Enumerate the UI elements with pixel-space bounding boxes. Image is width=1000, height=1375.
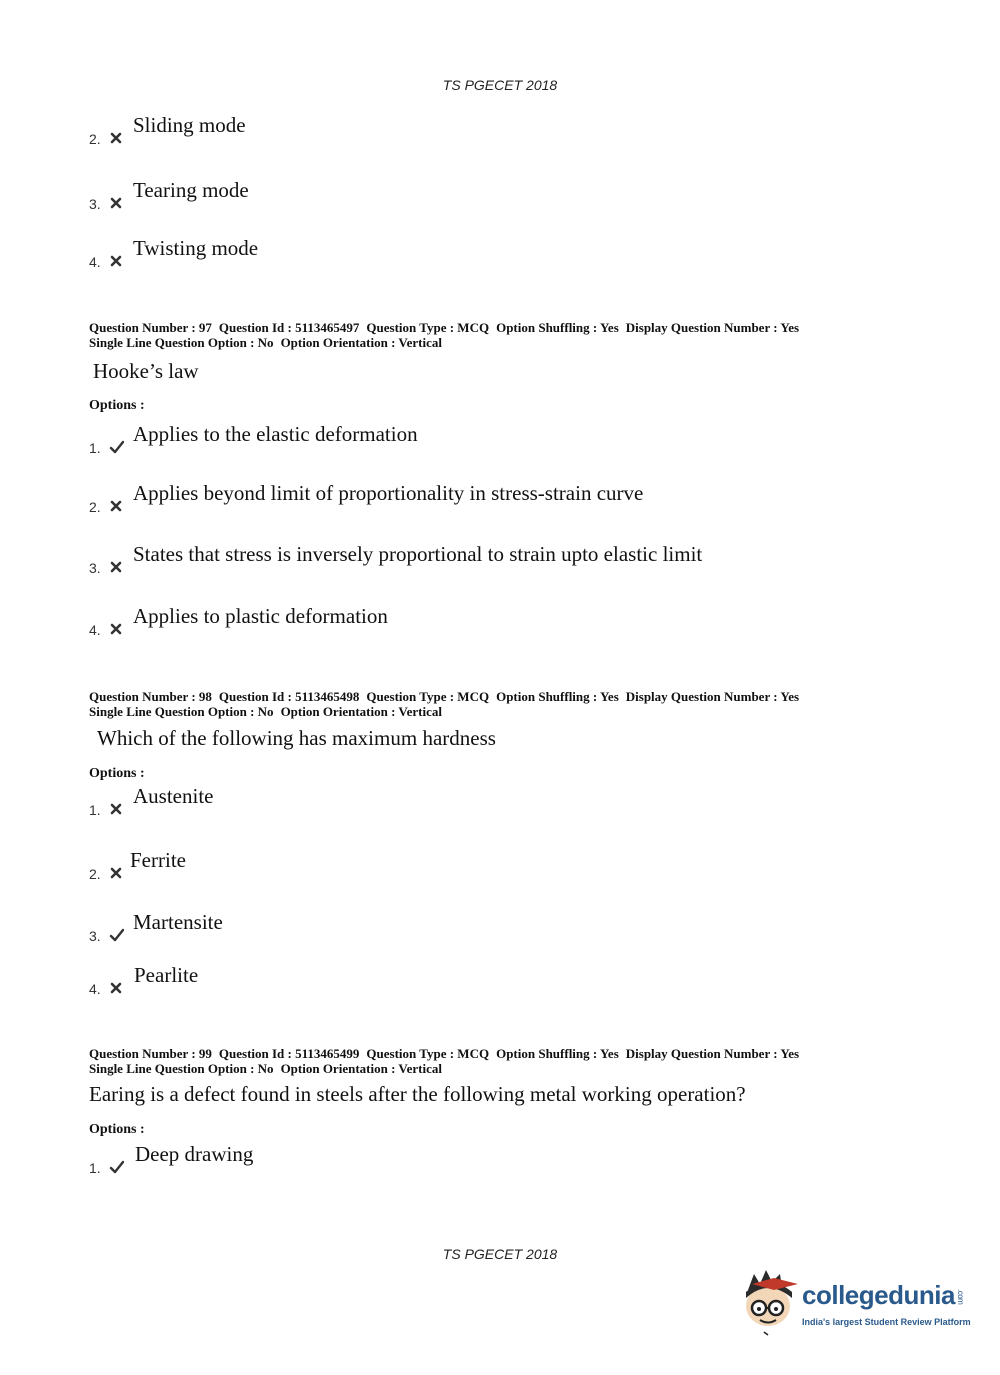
meta-line-1 bbox=[89, 1046, 969, 1061]
option-number: 3. bbox=[89, 196, 101, 212]
meta-field: Option Orientation : Vertical bbox=[280, 1061, 442, 1076]
check-icon bbox=[109, 1160, 125, 1174]
mascot-icon bbox=[740, 1268, 802, 1340]
meta-field: Question Type : MCQ bbox=[366, 1046, 490, 1061]
option-number: 4. bbox=[89, 622, 101, 638]
question-text: Which of the following has maximum hardness bbox=[97, 726, 496, 750]
meta-field: Option Orientation : Vertical bbox=[280, 335, 442, 350]
option-number: 2. bbox=[89, 866, 101, 882]
cross-icon bbox=[109, 560, 123, 574]
option-text: Applies beyond limit of proportionality in stress-strain curve bbox=[133, 481, 644, 505]
cross-icon bbox=[109, 254, 123, 268]
cross-icon bbox=[109, 196, 123, 210]
option-text: Ferrite bbox=[130, 848, 186, 872]
meta-field: Option Shuffling : Yes bbox=[496, 689, 619, 704]
meta-field: Single Line Question Option : No bbox=[89, 704, 274, 719]
options-label: Options : bbox=[89, 398, 145, 413]
cross-icon bbox=[109, 802, 123, 816]
check-icon bbox=[109, 928, 125, 942]
option-text: Deep drawing bbox=[135, 1142, 254, 1166]
option-number: 4. bbox=[89, 981, 101, 997]
meta-field: Option Shuffling : Yes bbox=[496, 1046, 619, 1061]
option-row bbox=[89, 481, 949, 515]
collegedunia-logo bbox=[740, 1268, 980, 1340]
meta-line-2 bbox=[89, 704, 969, 719]
option-text: Tearing mode bbox=[133, 178, 249, 202]
cross-icon bbox=[109, 981, 123, 995]
meta-line-2 bbox=[89, 1061, 969, 1076]
option-row bbox=[89, 784, 949, 818]
option-row bbox=[89, 848, 949, 882]
meta-field: Question Id : 5113465497 bbox=[218, 320, 360, 335]
option-row bbox=[89, 178, 949, 212]
option-number: 4. bbox=[89, 254, 101, 270]
meta-field: Question Type : MCQ bbox=[366, 689, 490, 704]
option-row bbox=[89, 910, 949, 944]
page-header: TS PGECET 2018 bbox=[442, 77, 558, 93]
meta-line-2 bbox=[89, 335, 969, 350]
question-text: Earing is a defect found in steels after the following metal working operation? bbox=[89, 1082, 746, 1106]
option-number: 2. bbox=[89, 131, 101, 147]
option-text: Martensite bbox=[133, 910, 223, 934]
meta-field: Question Id : 5113465498 bbox=[218, 689, 360, 704]
option-row bbox=[89, 963, 949, 997]
option-row bbox=[89, 1142, 949, 1176]
meta-field: Single Line Question Option : No bbox=[89, 1061, 274, 1076]
check-icon bbox=[109, 440, 125, 454]
meta-field: Single Line Question Option : No bbox=[89, 335, 274, 350]
option-text: Applies to plastic deformation bbox=[133, 604, 388, 628]
option-number: 1. bbox=[89, 802, 101, 818]
logo-tagline: India's largest Student Review Platform bbox=[802, 1317, 971, 1327]
option-text: Pearlite bbox=[134, 963, 199, 987]
question-meta bbox=[89, 1046, 969, 1076]
option-row bbox=[89, 113, 949, 147]
meta-line-1 bbox=[89, 320, 969, 335]
option-text: Applies to the elastic deformation bbox=[133, 422, 418, 446]
option-row bbox=[89, 604, 949, 638]
meta-line-1 bbox=[89, 689, 969, 704]
options-label: Options : bbox=[89, 1122, 145, 1137]
meta-field: Question Id : 5113465499 bbox=[218, 1046, 360, 1061]
options-label: Options : bbox=[89, 766, 145, 781]
question-meta bbox=[89, 320, 969, 350]
meta-field: Question Number : 98 bbox=[89, 689, 212, 704]
meta-field: Display Question Number : Yes bbox=[625, 1046, 800, 1061]
option-number: 3. bbox=[89, 928, 101, 944]
meta-field: Question Number : 97 bbox=[89, 320, 212, 335]
option-row bbox=[89, 542, 949, 576]
logo-suffix: .com bbox=[955, 1289, 965, 1305]
meta-field: Display Question Number : Yes bbox=[625, 320, 800, 335]
option-row bbox=[89, 236, 949, 270]
option-text: Twisting mode bbox=[133, 236, 259, 260]
option-number: 1. bbox=[89, 1160, 101, 1176]
meta-field: Display Question Number : Yes bbox=[625, 689, 800, 704]
option-text: Austenite bbox=[133, 784, 214, 808]
meta-field: Option Shuffling : Yes bbox=[496, 320, 619, 335]
meta-field: Option Orientation : Vertical bbox=[280, 704, 442, 719]
question-meta bbox=[89, 689, 969, 719]
cross-icon bbox=[109, 499, 123, 513]
option-row bbox=[89, 422, 949, 456]
logo-wordmark: collegedunia.com bbox=[802, 1280, 965, 1310]
option-text: States that stress is inversely proportional to strain upto elastic limit bbox=[133, 542, 703, 566]
option-text: Sliding mode bbox=[133, 113, 246, 137]
cross-icon bbox=[109, 131, 123, 145]
cross-icon bbox=[109, 866, 123, 880]
question-text: Hooke’s law bbox=[93, 359, 199, 383]
option-number: 1. bbox=[89, 440, 101, 456]
option-number: 2. bbox=[89, 499, 101, 515]
option-number: 3. bbox=[89, 560, 101, 576]
meta-field: Question Type : MCQ bbox=[366, 320, 490, 335]
page-footer: TS PGECET 2018 bbox=[442, 1246, 558, 1262]
cross-icon bbox=[109, 622, 123, 636]
meta-field: Question Number : 99 bbox=[89, 1046, 212, 1061]
